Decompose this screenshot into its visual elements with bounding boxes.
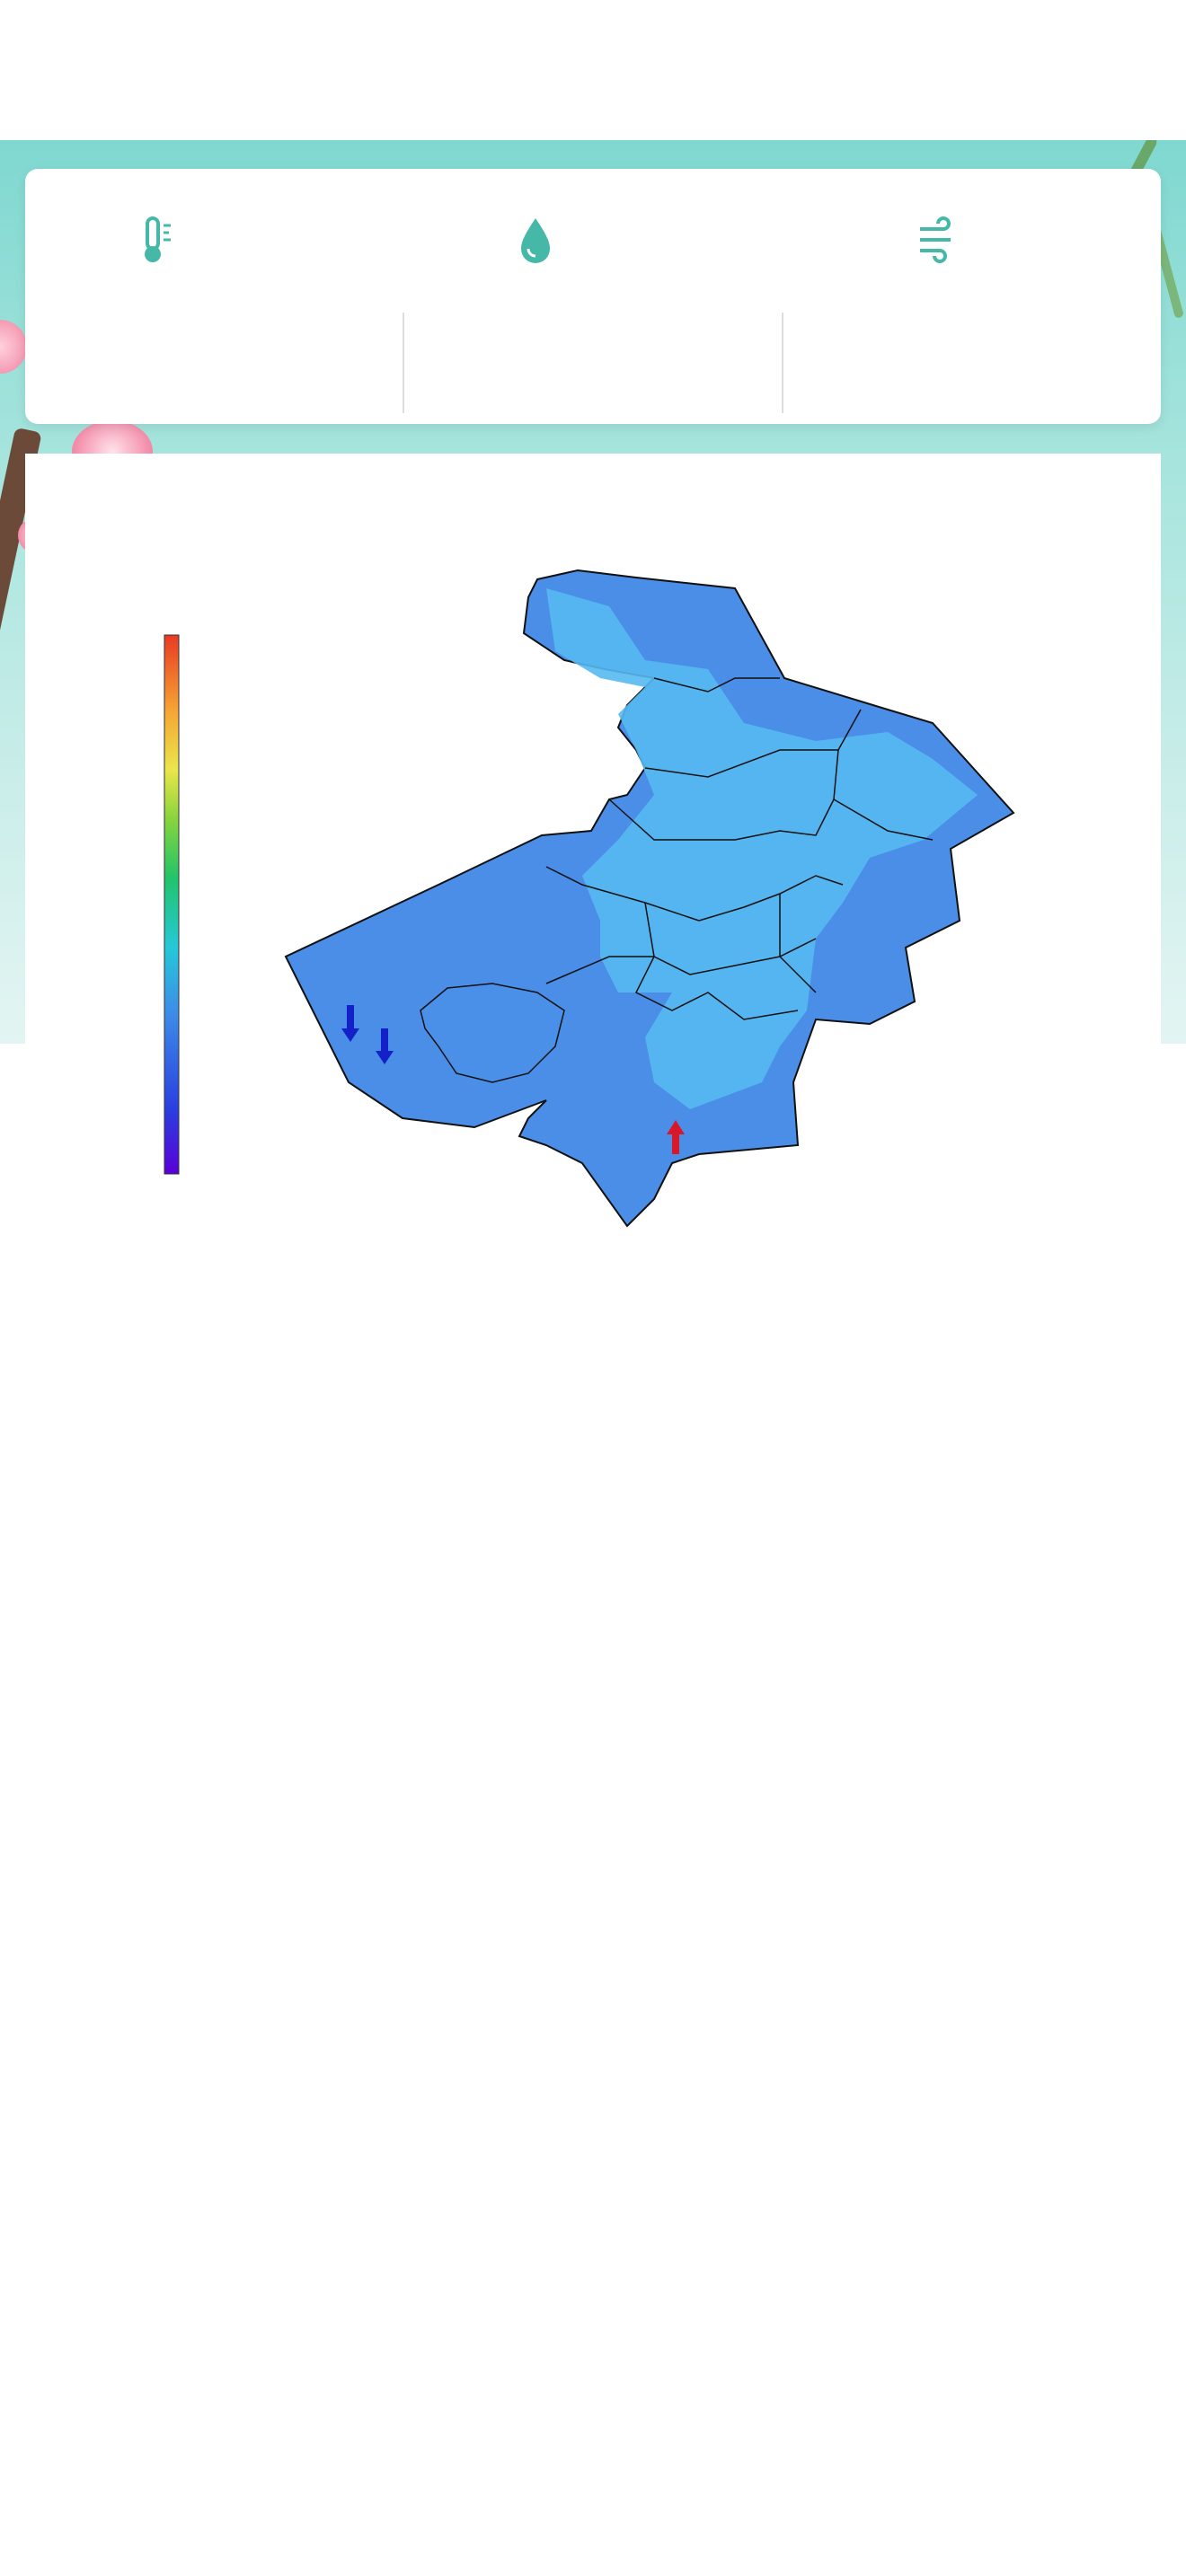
weather-type-card	[25, 169, 1161, 424]
category-precipitation[interactable]	[516, 208, 568, 271]
page-header	[0, 0, 1186, 140]
subtab-bar	[25, 313, 1161, 413]
subtab-hourly-min[interactable]	[783, 313, 1161, 413]
water-drop-icon	[516, 215, 555, 265]
category-temperature[interactable]	[135, 208, 187, 271]
category-wind[interactable]	[916, 208, 969, 271]
thermometer-icon	[135, 215, 174, 265]
colorbar	[164, 635, 179, 1174]
subtab-hourly-max[interactable]	[404, 313, 783, 413]
temperature-map	[25, 454, 1161, 1311]
subtab-realtime-temp[interactable]	[25, 313, 404, 413]
temperature-map-panel	[25, 454, 1161, 1311]
wind-icon	[916, 215, 956, 265]
blossom-decoration	[0, 320, 27, 374]
